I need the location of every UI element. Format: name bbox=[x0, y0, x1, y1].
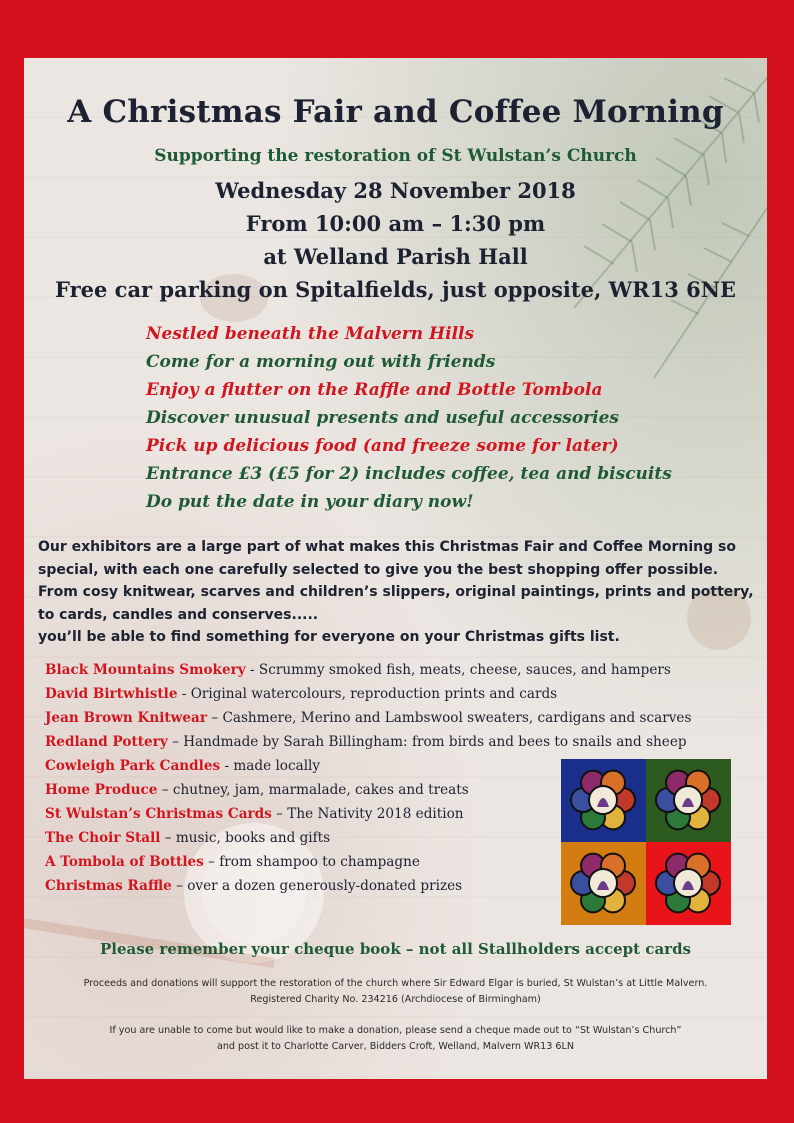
flyer-page bbox=[24, 58, 767, 1079]
exhibitor-name: Home Produce bbox=[45, 782, 158, 798]
exhibitor-desc: – music, books and gifts bbox=[160, 830, 331, 846]
event-venue: at Welland Parish Hall bbox=[263, 244, 528, 269]
exhibitor-row bbox=[45, 730, 691, 754]
exhibitor-name: St Wulstan’s Christmas Cards bbox=[45, 806, 272, 822]
cheque-note: Please remember your cheque book – not all Stallholders accept cards bbox=[99, 940, 691, 958]
rose-window-icon bbox=[561, 759, 646, 842]
intro-paragraph bbox=[38, 536, 763, 649]
highlight-item: Do put the date in your diary now! bbox=[146, 492, 474, 512]
highlight-item: Discover unusual presents and useful accessories bbox=[146, 408, 619, 428]
event-date: Wednesday 28 November 2018 bbox=[215, 178, 576, 203]
exhibitor-name: A Tombola of Bottles bbox=[45, 854, 204, 870]
page-title: A Christmas Fair and Coffee Morning bbox=[67, 94, 724, 130]
exhibitor-desc: – The Nativity 2018 edition bbox=[271, 806, 464, 822]
subtitle: Supporting the restoration of St Wulstan’s Church bbox=[154, 146, 637, 166]
proceeds-line: Registered Charity No. 234216 (Archdiocese of Birmingham) bbox=[250, 994, 541, 1005]
proceeds-line: Proceeds and donations will support the restoration of the church where Sir Edward Elgar is buried, St Wulstan’s at Little Malvern. bbox=[83, 978, 708, 989]
card-tile bbox=[646, 842, 731, 925]
exhibitor-name: Black Mountains Smokery bbox=[45, 662, 246, 678]
highlights-list bbox=[146, 320, 672, 516]
exhibitor-name: Christmas Raffle bbox=[45, 878, 172, 894]
rose-window-icon bbox=[646, 759, 731, 842]
exhibitor-name: David Birtwhistle bbox=[45, 686, 178, 702]
exhibitor-name: The Choir Stall bbox=[45, 830, 161, 846]
exhibitor-desc: – over a dozen generously-donated prizes bbox=[171, 878, 463, 894]
donation-line: and post it to Charlotte Carver, Bidders Croft, Welland, Malvern WR13 6LN bbox=[216, 1041, 575, 1052]
exhibitor-desc: – Cashmere, Merino and Lambswool sweaters, cardigans and scarves bbox=[207, 710, 692, 726]
intro-line: you’ll be able to find something for everyone on your Christmas gifts list. bbox=[38, 629, 620, 645]
card-tile bbox=[561, 842, 646, 925]
exhibitor-desc: – from shampoo to champagne bbox=[203, 854, 420, 870]
highlight-item: Come for a morning out with friends bbox=[146, 352, 496, 372]
exhibitor-name: Cowleigh Park Candles bbox=[45, 758, 221, 774]
highlight-item: Pick up delicious food (and freeze some for later) bbox=[146, 436, 619, 456]
event-parking: Free car parking on Spitalfields, just opposite, WR13 6NE bbox=[55, 277, 736, 302]
exhibitor-desc: - made locally bbox=[220, 758, 321, 774]
card-tile bbox=[646, 759, 731, 842]
highlight-item: Entrance £3 (£5 for 2) includes coffee, tea and biscuits bbox=[146, 464, 672, 484]
exhibitor-name: Jean Brown Knitwear bbox=[45, 710, 208, 726]
card-tile bbox=[561, 759, 646, 842]
donation-line: If you are unable to come but would like to make a donation, please send a cheque made out to “St Wulstan’s Church” bbox=[109, 1025, 682, 1036]
intro-line: to cards, candles and conserves..... bbox=[38, 606, 319, 623]
highlight-item: Enjoy a flutter on the Raffle and Bottle Tombola bbox=[146, 380, 603, 400]
exhibitor-row bbox=[45, 658, 691, 682]
event-time: From 10:00 am – 1:30 pm bbox=[245, 211, 546, 236]
intro-line: Our exhibitors are a large part of what makes this Christmas Fair and Coffee Morning so bbox=[38, 539, 736, 555]
proceeds-note bbox=[24, 976, 767, 1008]
intro-line: From cosy knitwear, scarves and children’s slippers, original paintings, prints and pottery, bbox=[38, 584, 754, 600]
rose-window-icon bbox=[646, 842, 731, 925]
highlight-item: Nestled beneath the Malvern Hills bbox=[146, 324, 475, 344]
exhibitor-desc: – Handmade by Sarah Billingham: from birds and bees to snails and sheep bbox=[167, 734, 687, 750]
exhibitor-desc: - Original watercolours, reproduction prints and cards bbox=[177, 686, 558, 702]
donation-note bbox=[24, 1023, 767, 1055]
exhibitor-desc: – chutney, jam, marmalade, cakes and treats bbox=[157, 782, 469, 798]
nativity-card-image bbox=[561, 759, 731, 925]
exhibitor-name: Redland Pottery bbox=[45, 734, 168, 750]
exhibitor-desc: - Scrummy smoked fish, meats, cheese, sauces, and hampers bbox=[245, 662, 671, 678]
exhibitor-row bbox=[45, 706, 691, 730]
rose-window-icon bbox=[561, 842, 646, 925]
exhibitor-row bbox=[45, 682, 691, 706]
intro-line: special, with each one carefully selected to give you the best shopping offer possible. bbox=[38, 561, 719, 578]
